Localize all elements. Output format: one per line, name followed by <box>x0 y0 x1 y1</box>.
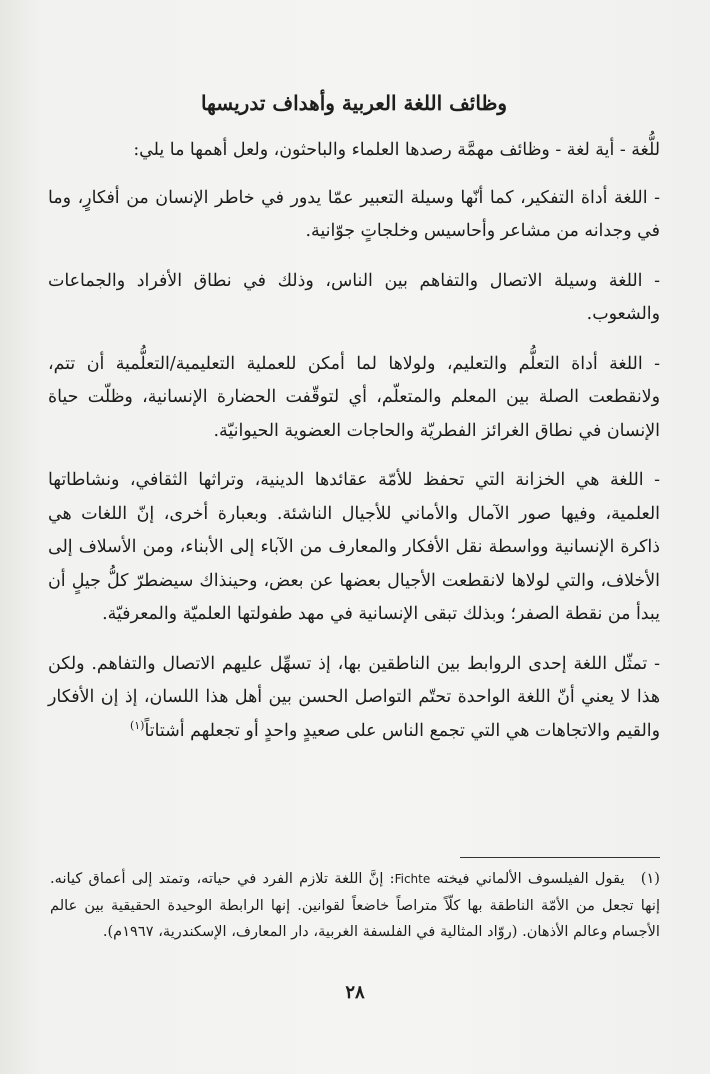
footnote-divider <box>460 857 660 858</box>
footnote-reference: (١) <box>129 718 145 732</box>
paragraph-learning: - اللغة أداة التعلُّم والتعليم، ولولاها لما أمكن للعملية التعليمية/التعلُّمية أن تتم، ولانقطعت الصلة بين المعلم والمتعلّم، أي لتوقّفت الحضارة الإنسانية، وظلّت حياة الإنسان في نطاق الغرائز الفطريّة والحاجات العضوية الحيوانيّة. <box>48 353 660 441</box>
footnote-text-before: يقول الفيلسوف الألماني فيخته <box>436 870 625 887</box>
body-text <box>48 88 660 764</box>
intro-paragraph: للُّغة - أية لغة - وظائف مهمَّة رصدها العلماء والباحثون، ولعل أهمها ما يلي: <box>133 140 660 160</box>
footnote-number: (١) <box>640 870 660 887</box>
footnote <box>50 866 660 946</box>
paragraph-communication: - اللغة وسيلة الاتصال والتفاهم بين الناس، وذلك في نطاق الأفراد والجماعات والشعوب. <box>48 270 660 324</box>
page-title: وظائف اللغة العربية وأهداف تدريسها <box>200 91 508 115</box>
footnote-latin-name: Fichte <box>394 872 431 886</box>
page-number: ٢٨ <box>345 982 365 1003</box>
paragraph-heritage: - اللغة هي الخزانة التي تحفظ للأمّة عقائدها الدينية، وتراثها الثقافي، ونشاطاتها العلمية، وفيها صور الآمال والأماني للأجيال الناشئة. وبعبارة أخرى، إنّ اللغات هي ذاكرة الإنسانية وواسطة نقل الأفكار والمعارف من الآباء إلى الأبناء، ومن الأسلاف إلى الأخلاف، والتي لولاها لانقطعت الأجيال بعضها عن بعض، وحينذاك سيضطرّ كلُّ جيلٍ أن يبدأ من نقطة الصفر؛ وبذلك تبقى الإنسانية في مهد طفولتها العلميّة والمعرفيّة. <box>48 470 660 624</box>
footnote-text-after: : إنَّ اللغة تلازم الفرد في حياته، وتمتد إلى أعماق كيانه. إنها تجعل من الأمّة الناطقة بها كلّاً متراصاً خاضعاً لقوانين. إنها الرابطة الوحيدة الحقيقية بين عالم الأجسام وعالم الأذهان. (روّاد المثالية في الفلسفة الغربية، دار المعارف، الإسكندرية، ١٩٦٧م). <box>50 870 660 940</box>
paragraph-social-bond-text: - تمثّل اللغة إحدى الروابط بين الناطقين بها، إذ تسهِّل عليهم الاتصال والتفاهم. ولكن هذا لا يعني أنّ اللغة الواحدة تحتّم التواصل الحسن بين أهل هذا اللسان، إذ إن الأفكار والقيم والاتجاهات هي التي تجمع الناس على صعيدٍ واحدٍ أو تجعلهم أشتاتاً <box>48 653 660 741</box>
paragraph-thinking-tool: - اللغة أداة التفكير، كما أنّها وسيلة التعبير عمّا يدور في خاطر الإنسان من أفكارٍ، وما في وجدانه من مشاعر وأحاسيس وخلجاتٍ جوّانية. <box>48 187 660 241</box>
paragraph-social-bond <box>48 648 660 749</box>
